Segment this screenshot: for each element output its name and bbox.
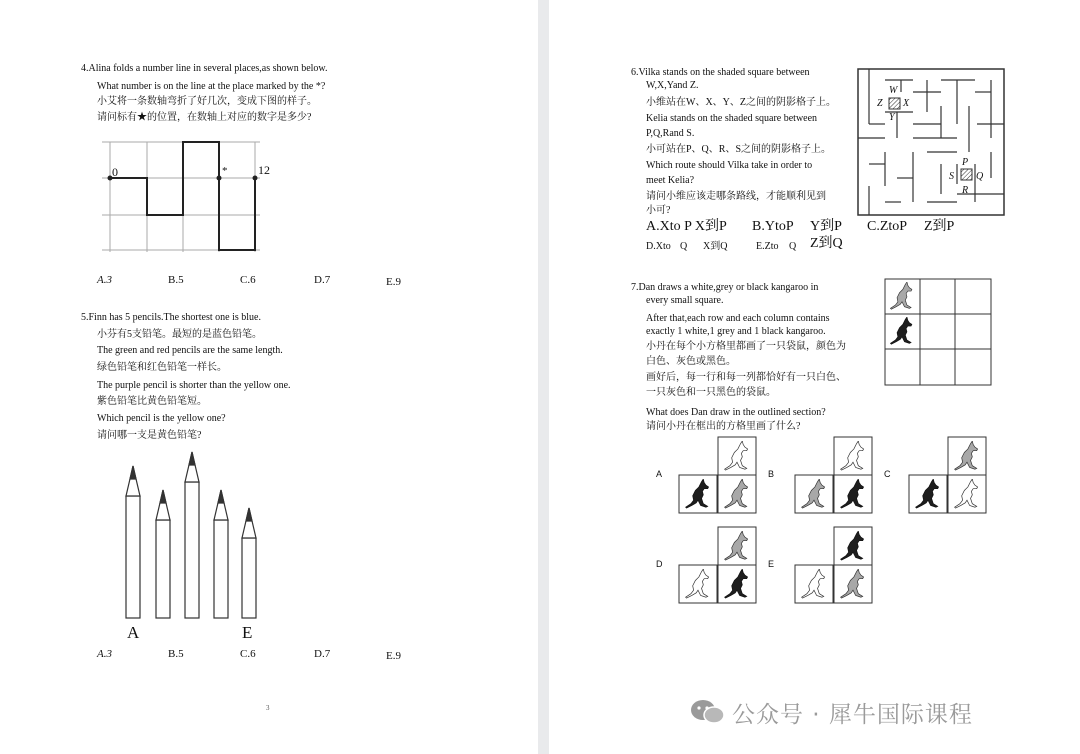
q5-option-b: B.5 — [168, 648, 184, 660]
q4-zh2: 请问标有★的位置，在数轴上对应的数字是多少? — [97, 112, 312, 123]
q5-line: 小芬有5支铅笔。最短的是蓝色铅笔。 — [97, 329, 262, 340]
q4-option-d: D.7 — [314, 274, 331, 286]
q7-line: every small square. — [646, 295, 724, 306]
q4-option-c: C.6 — [240, 274, 256, 286]
q7-option-c: C — [884, 469, 891, 479]
q4-star-marker: * — [222, 165, 228, 177]
q4-label-start: 0 — [112, 165, 118, 179]
q6-option-b: B.YtoP — [752, 219, 794, 234]
q7-option-d-figure — [678, 526, 758, 606]
q7-line: 画好后，每一行和每一列都恰好有一只白色、 — [646, 372, 846, 383]
q6-option-e: E.Zto — [756, 241, 779, 252]
watermark-text: 公众号 · 犀牛国际课程 — [732, 702, 973, 728]
q5-line: 绿色铅笔和红色铅笔一样长。 — [97, 362, 227, 373]
q5-line: 紫色铅笔比黄色铅笔短。 — [97, 396, 207, 407]
q6-line: 小可站在P、Q、R、S之间的阴影格子上。 — [646, 144, 832, 155]
q4-label-end: 12 — [258, 163, 270, 177]
q6-option-d-zh: X到Q — [703, 241, 728, 252]
q7-option-b-figure — [794, 436, 874, 516]
q7-line: After that,each row and each column contains — [646, 313, 830, 324]
wechat-icon — [688, 697, 728, 727]
q5-option-c: C.6 — [240, 648, 256, 660]
q7-line: 7.Dan draws a white,grey or black kangaroo in — [631, 282, 819, 293]
q7-option-a: A — [656, 469, 663, 479]
q5-title: 5.Finn has 5 pencils.The shortest one is blue. — [81, 312, 261, 323]
q4-option-b: B.5 — [168, 274, 184, 286]
q7-line: 白色、灰色或黑色。 — [646, 356, 736, 367]
q5-line: The green and red pencils are the same length. — [97, 345, 283, 356]
black-kangaroo-icon — [890, 317, 911, 344]
folded-number-line — [100, 134, 280, 262]
vilka-shaded-square — [889, 98, 900, 109]
q4-option-e: E.9 — [386, 276, 401, 288]
q6-line: 小可? — [646, 205, 671, 216]
q6-option-b-zh: Y到P — [810, 219, 842, 234]
q4-zh1: 小艾将一条数轴弯折了好几次，变成下图的样子。 — [97, 96, 317, 107]
q7-line: 请问小丹在框出的方格里画了什么? — [646, 421, 801, 432]
q7-option-d: D — [656, 559, 663, 569]
maze-label-w: W — [889, 85, 898, 96]
kangaroo-grid — [884, 278, 992, 386]
maze-figure — [857, 68, 1005, 216]
q6-line: 6.Vilka stands on the shaded square between — [631, 67, 810, 78]
maze-label-q: Q — [976, 171, 984, 182]
q6-option-d: D.Xto — [646, 241, 671, 252]
q6-line: Which route should Vilka take in order to — [646, 160, 813, 171]
grey-kangaroo-icon — [890, 282, 911, 309]
q5-line: 请问哪一支是黄色铅笔? — [97, 430, 202, 441]
pencil-label-e: E — [242, 623, 253, 642]
q5-line: The purple pencil is shorter than the yellow one. — [97, 380, 291, 391]
q6-option-d-q: Q — [680, 241, 688, 252]
q5-line: Which pencil is the yellow one? — [97, 413, 226, 424]
q7-line: What does Dan draw in the outlined section? — [646, 407, 826, 418]
maze-label-y: Y — [889, 112, 895, 123]
q6-option-a: A.Xto P X到P — [646, 219, 727, 234]
q6-option-c-zh: Z到P — [924, 219, 955, 234]
q5-option-e: E.9 — [386, 650, 401, 662]
q4-option-a: A.3 — [97, 274, 112, 286]
q7-line: exactly 1 white,1 grey and 1 black kangaroo. — [646, 326, 826, 337]
maze-label-r: R — [962, 185, 969, 196]
q7-option-e: E — [768, 559, 775, 569]
q6-line: Kelia stands on the shaded square between — [646, 113, 818, 124]
q7-option-b: B — [768, 469, 775, 479]
q6-line: 请问小维应该走哪条路线，才能顺利见到 — [646, 191, 826, 202]
maze-label-s: S — [949, 171, 954, 182]
q6-option-e-zh: Z到Q — [810, 236, 843, 251]
q6-option-c: C.ZtoP — [867, 219, 908, 234]
maze-label-z: Z — [877, 98, 883, 109]
q6-line: meet Kelia? — [646, 175, 695, 186]
q7-option-c-figure — [908, 436, 988, 516]
q4-question: What number is on the line at the place marked by the *? — [97, 81, 326, 92]
q7-option-e-figure — [794, 526, 874, 606]
q5-option-d: D.7 — [314, 648, 331, 660]
q7-line: 一只灰色和一只黑色的袋鼠。 — [646, 387, 776, 398]
pencils-figure — [118, 448, 268, 623]
q4-title: 4.Alina folds a number line in several places,as shown below. — [81, 63, 328, 74]
pencil-label-a: A — [127, 623, 140, 642]
q6-line: 小维站在W、X、Y、Z之间的阴影格子上。 — [646, 97, 836, 108]
q6-option-e-q: Q — [789, 241, 797, 252]
page-number: 3 — [266, 704, 270, 712]
maze-label-p: P — [962, 157, 969, 168]
q5-option-a: A.3 — [97, 648, 112, 660]
q7-line: 小丹在每个小方格里都画了一只袋鼠，颜色为 — [646, 341, 846, 352]
q6-line: W,X,Yand Z. — [646, 80, 699, 91]
q7-option-a-figure — [678, 436, 758, 516]
kelia-shaded-square — [961, 169, 972, 180]
maze-label-x: X — [903, 98, 910, 109]
q6-line: P,Q,Rand S. — [646, 128, 695, 139]
